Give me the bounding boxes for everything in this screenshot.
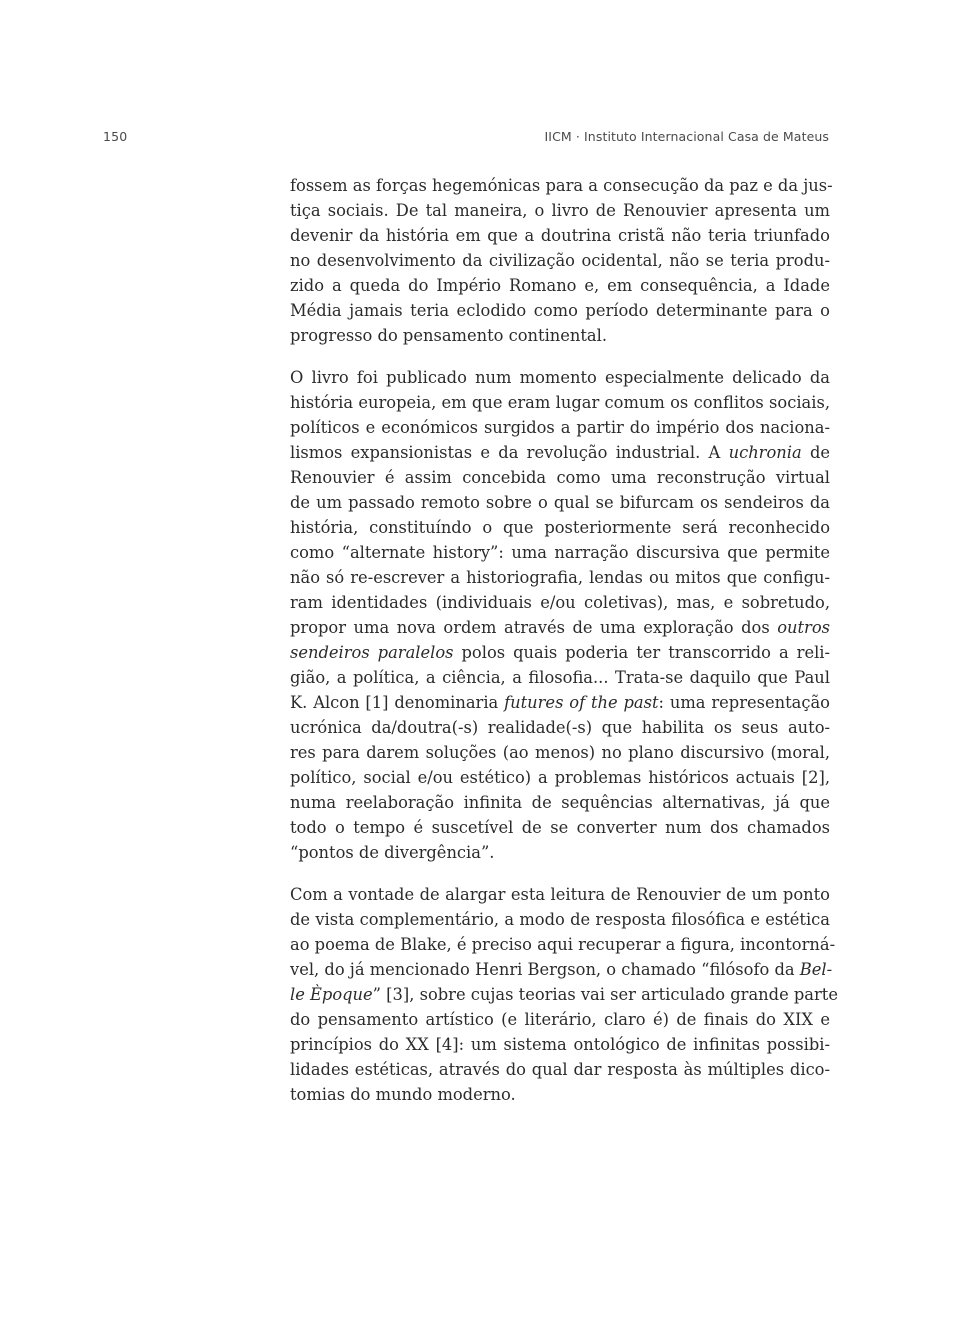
text-line xyxy=(290,1082,830,1107)
italic-text: outros xyxy=(777,618,830,637)
italic-text: le Èpoque xyxy=(290,985,373,1004)
text-line xyxy=(290,173,833,198)
text-line xyxy=(290,1007,830,1032)
text-run: gião, a política, a ciência, a filosofia... Trata-se daquilo que Paul xyxy=(290,668,830,687)
text-run: K. Alcon [1] denominaria xyxy=(290,693,505,712)
text-line xyxy=(290,1057,830,1082)
text-line xyxy=(290,615,830,640)
text-run: no desenvolvimento da civilização ocidental, não se teria produ- xyxy=(290,251,830,270)
text-run: de xyxy=(801,443,831,462)
italic-text: Bel- xyxy=(799,960,833,979)
paragraph xyxy=(290,882,838,1107)
italic-text: sendeiros paralelos xyxy=(290,643,454,662)
text-line xyxy=(290,907,830,932)
body-text xyxy=(290,173,838,1124)
text-line xyxy=(290,540,830,565)
text-line xyxy=(290,415,830,440)
text-run: progresso do pensamento continental. xyxy=(290,326,608,345)
text-line xyxy=(290,323,830,348)
text-line xyxy=(290,840,830,865)
text-line xyxy=(290,665,830,690)
italic-text: futures of the past xyxy=(504,693,659,712)
text-line xyxy=(290,465,830,490)
text-run: ” [3], sobre cujas teorias vai ser articulado grande parte xyxy=(372,985,838,1004)
text-run: numa reelaboração infinita de sequências alternativas, já que xyxy=(290,793,830,812)
text-line xyxy=(290,740,830,765)
text-line xyxy=(290,223,830,248)
page-header xyxy=(103,129,829,149)
text-line xyxy=(290,715,830,740)
page-number: 150 xyxy=(103,129,128,144)
text-run: propor uma nova ordem através de uma exploração dos xyxy=(290,618,778,637)
text-run: todo o tempo é suscetível de se converter num dos chamados xyxy=(290,818,830,837)
text-line xyxy=(290,365,830,390)
text-line xyxy=(290,765,830,790)
text-line xyxy=(290,957,833,982)
paragraph xyxy=(290,365,830,865)
text-run: do pensamento artístico (e literário, claro é) de finais do XIX e xyxy=(290,1010,830,1029)
text-run: O livro foi publicado num momento especialmente delicado da xyxy=(290,368,830,387)
text-run: político, social e/ou estético) a problemas históricos actuais [2], xyxy=(290,768,830,787)
text-line xyxy=(290,515,830,540)
text-line xyxy=(290,982,838,1007)
text-line xyxy=(290,565,830,590)
text-run: princípios do XX [4]: um sistema ontológico de infinitas possibi- xyxy=(290,1035,830,1054)
text-run: tomias do mundo moderno. xyxy=(290,1085,516,1104)
text-run: “pontos de divergência”. xyxy=(290,843,495,862)
text-line xyxy=(290,932,836,957)
text-line xyxy=(290,882,830,907)
text-line xyxy=(290,640,830,665)
text-run: não só re-escrever a historiografia, lendas ou mitos que configu- xyxy=(290,568,830,587)
text-run: ao poema de Blake, é preciso aqui recuperar a figura, incontorná- xyxy=(290,935,836,954)
text-run: devenir da história em que a doutrina cristã não teria triunfado xyxy=(290,226,830,245)
text-line xyxy=(290,198,830,223)
text-line xyxy=(290,1032,830,1057)
text-line xyxy=(290,690,830,715)
running-title: IICM · Instituto Internacional Casa de Mateus xyxy=(544,129,829,144)
text-run: história, constituíndo o que posteriormente será reconhecido xyxy=(290,518,830,537)
text-run: história europeia, em que eram lugar comum os conflitos sociais, xyxy=(290,393,830,412)
text-run: tiça sociais. De tal maneira, o livro de Renouvier apresenta um xyxy=(290,201,830,220)
text-line xyxy=(290,273,830,298)
text-line xyxy=(290,490,830,515)
text-run: como “alternate history”: uma narração discursiva que permite xyxy=(290,543,830,562)
text-run: fossem as forças hegemónicas para a consecução da paz e da jus- xyxy=(290,176,833,195)
text-run: vel, do já mencionado Henri Bergson, o chamado “filósofo da xyxy=(290,960,800,979)
text-run: Com a vontade de alargar esta leitura de Renouvier de um ponto xyxy=(290,885,830,904)
text-line xyxy=(290,590,830,615)
text-run: de vista complementário, a modo de resposta filosófica e estética xyxy=(290,910,830,929)
text-run: de um passado remoto sobre o qual se bifurcam os sendeiros da xyxy=(290,493,830,512)
text-run: lismos expansionistas e da revolução industrial. A xyxy=(290,443,729,462)
text-line xyxy=(290,390,830,415)
paragraph xyxy=(290,173,833,348)
text-run: polos quais poderia ter transcorrido a reli- xyxy=(453,643,831,662)
text-line xyxy=(290,248,830,273)
text-line xyxy=(290,440,830,465)
text-line xyxy=(290,790,830,815)
text-run: : uma representação xyxy=(658,693,830,712)
text-run: Média jamais teria eclodido como período determinante para o xyxy=(290,301,830,320)
text-run: políticos e económicos surgidos a partir do império dos naciona- xyxy=(290,418,830,437)
text-run: zido a queda do Império Romano e, em consequência, a Idade xyxy=(290,276,830,295)
text-run: ucrónica da/doutra(-s) realidade(-s) que habilita os seus auto- xyxy=(290,718,830,737)
text-run: Renouvier é assim concebida como uma reconstrução virtual xyxy=(290,468,830,487)
text-line xyxy=(290,298,830,323)
text-run: ram identidades (individuais e/ou coletivas), mas, e sobretudo, xyxy=(290,593,830,612)
text-run: lidades estéticas, através do qual dar resposta às múltiples dico- xyxy=(290,1060,830,1079)
italic-text: uchronia xyxy=(728,443,802,462)
text-line xyxy=(290,815,830,840)
text-run: res para darem soluções (ao menos) no plano discursivo (moral, xyxy=(290,743,830,762)
